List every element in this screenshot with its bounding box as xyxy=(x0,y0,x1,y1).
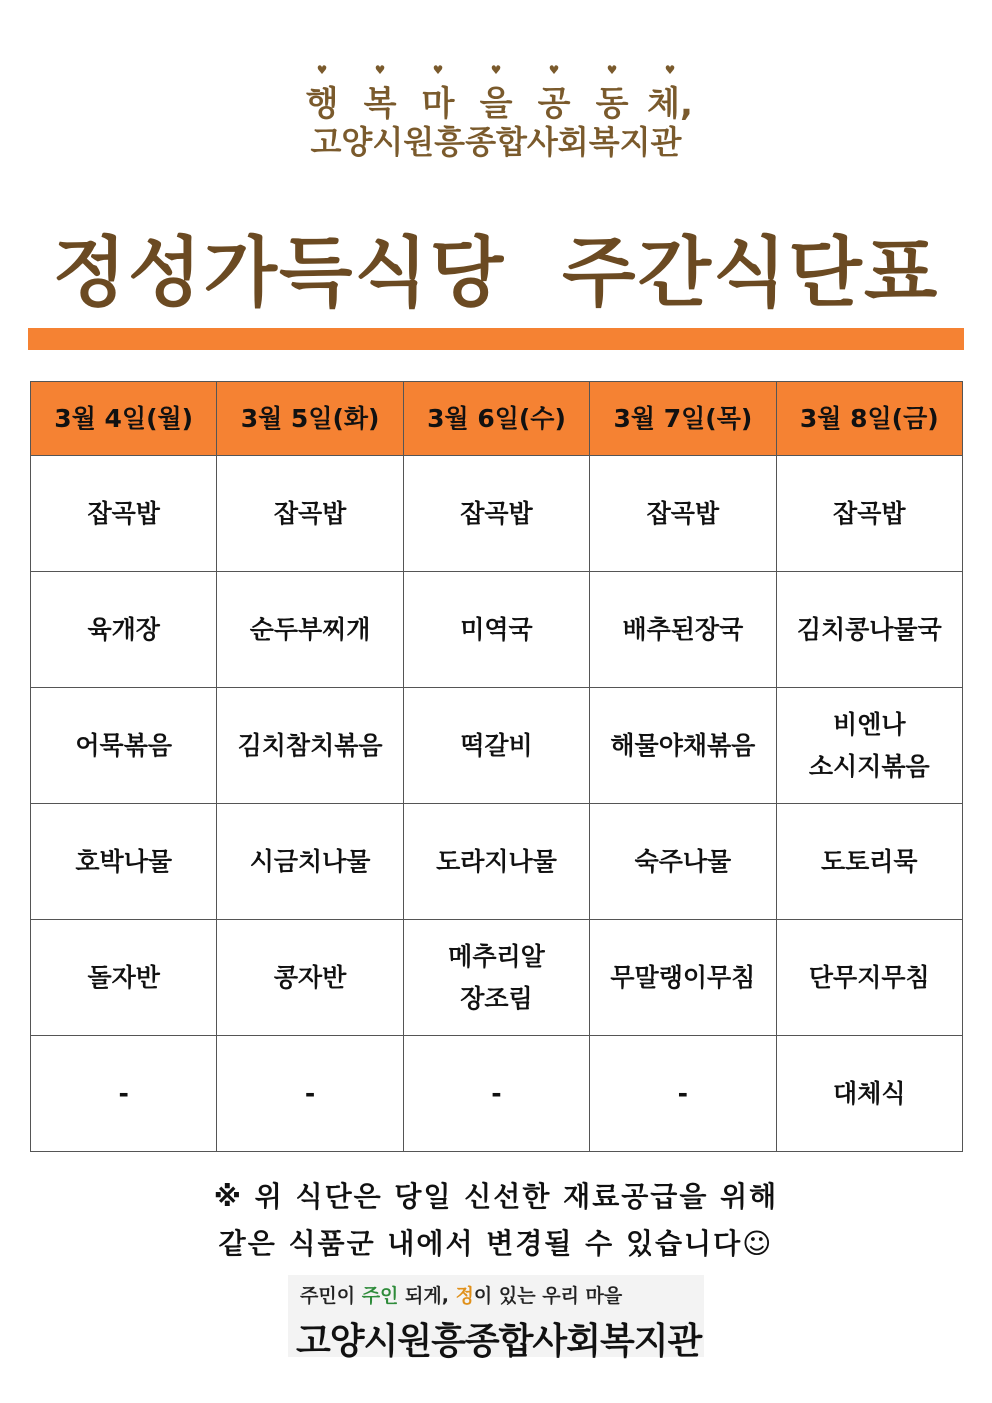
menu-cell: 잡곡밥 xyxy=(776,456,962,572)
menu-cell: 단무지무침 xyxy=(776,920,962,1036)
header-char-text: 복 xyxy=(363,84,397,124)
menu-cell: 떡갈비 xyxy=(403,688,589,804)
menu-cell: 도라지나물 xyxy=(403,804,589,920)
menu-cell: 호박나물 xyxy=(31,804,217,920)
menu-cell: 미역국 xyxy=(403,572,589,688)
heart-icon: ♥ xyxy=(548,63,560,77)
menu-cell: 숙주나물 xyxy=(590,804,776,920)
table-body xyxy=(31,456,963,1152)
header-line-2: 고양시원흥종합사회복지관 xyxy=(310,123,682,161)
heart-icon: ♥ xyxy=(606,63,618,77)
menu-cell: 순두부찌개 xyxy=(217,572,403,688)
menu-cell: 배추된장국 xyxy=(590,572,776,688)
menu-cell: - xyxy=(31,1036,217,1152)
header-char-text: 행 xyxy=(305,84,339,124)
footer-org-name: 고양시원흥종합사회복지관 xyxy=(296,1321,702,1362)
heart-icon: ♥ xyxy=(490,63,502,77)
slogan-text-2: 되게, xyxy=(398,1285,456,1307)
menu-cell: 김치참치볶음 xyxy=(217,688,403,804)
day-header: 3월 7일(목) xyxy=(590,382,776,456)
slogan-text-1: 주민이 xyxy=(300,1285,362,1307)
notice-line-1: ※ 위 식단은 당일 신선한 재료공급을 위해 xyxy=(213,1180,779,1213)
notice-line-2: 같은 식품군 내에서 변경될 수 있습니다☺ xyxy=(218,1227,774,1260)
header-char-text: 체, xyxy=(647,84,693,124)
menu-cell: 콩자반 xyxy=(217,920,403,1036)
menu-cell: 어묵볶음 xyxy=(31,688,217,804)
menu-cell: 대체식 xyxy=(776,1036,962,1152)
table-header-row xyxy=(31,382,963,456)
header-char-text: 마 xyxy=(421,84,455,124)
slogan-highlight-owner: 주인 xyxy=(361,1285,399,1307)
header-char-text: 동 xyxy=(595,84,629,124)
menu-cell: 돌자반 xyxy=(31,920,217,1036)
menu-cell: 해물야채볶음 xyxy=(590,688,776,804)
menu-cell: 도토리묵 xyxy=(776,804,962,920)
table-row xyxy=(31,572,963,688)
day-header: 3월 8일(금) xyxy=(776,382,962,456)
footer-logo xyxy=(288,1275,704,1362)
menu-cell: 메추리알 장조림 xyxy=(403,920,589,1036)
slogan-text-3: 이 있는 우리 마을 xyxy=(473,1285,623,1307)
day-header: 3월 4일(월) xyxy=(31,382,217,456)
menu-cell: 잡곡밥 xyxy=(31,456,217,572)
menu-cell: - xyxy=(590,1036,776,1152)
menu-cell: 김치콩나물국 xyxy=(776,572,962,688)
weekly-menu-table xyxy=(30,381,963,1152)
slogan-highlight-jeong: 정 xyxy=(455,1285,474,1307)
title-divider-bar xyxy=(28,328,964,350)
day-header: 3월 6일(수) xyxy=(403,382,589,456)
table-row xyxy=(31,920,963,1036)
menu-cell: 육개장 xyxy=(31,572,217,688)
menu-cell: 잡곡밥 xyxy=(217,456,403,572)
header-char-text: 공 xyxy=(537,84,571,124)
day-header: 3월 5일(화) xyxy=(217,382,403,456)
menu-cell: 비엔나 소시지볶음 xyxy=(776,688,962,804)
menu-cell: 무말랭이무침 xyxy=(590,920,776,1036)
menu-cell: 잡곡밥 xyxy=(403,456,589,572)
heart-icon: ♥ xyxy=(432,63,444,77)
menu-cell: 시금치나물 xyxy=(217,804,403,920)
header-char-text: 을 xyxy=(479,84,513,124)
menu-cell: - xyxy=(217,1036,403,1152)
menu-cell: 잡곡밥 xyxy=(590,456,776,572)
page-title: 정성가득식당 주간식단표 xyxy=(52,228,940,317)
table-row xyxy=(31,688,963,804)
table-row xyxy=(31,1036,963,1152)
footer-slogan xyxy=(300,1281,622,1308)
menu-cell: - xyxy=(403,1036,589,1152)
heart-icon: ♥ xyxy=(316,63,328,77)
table-row xyxy=(31,804,963,920)
table-row xyxy=(31,456,963,572)
heart-icon: ♥ xyxy=(664,63,676,77)
heart-icon: ♥ xyxy=(374,63,386,77)
